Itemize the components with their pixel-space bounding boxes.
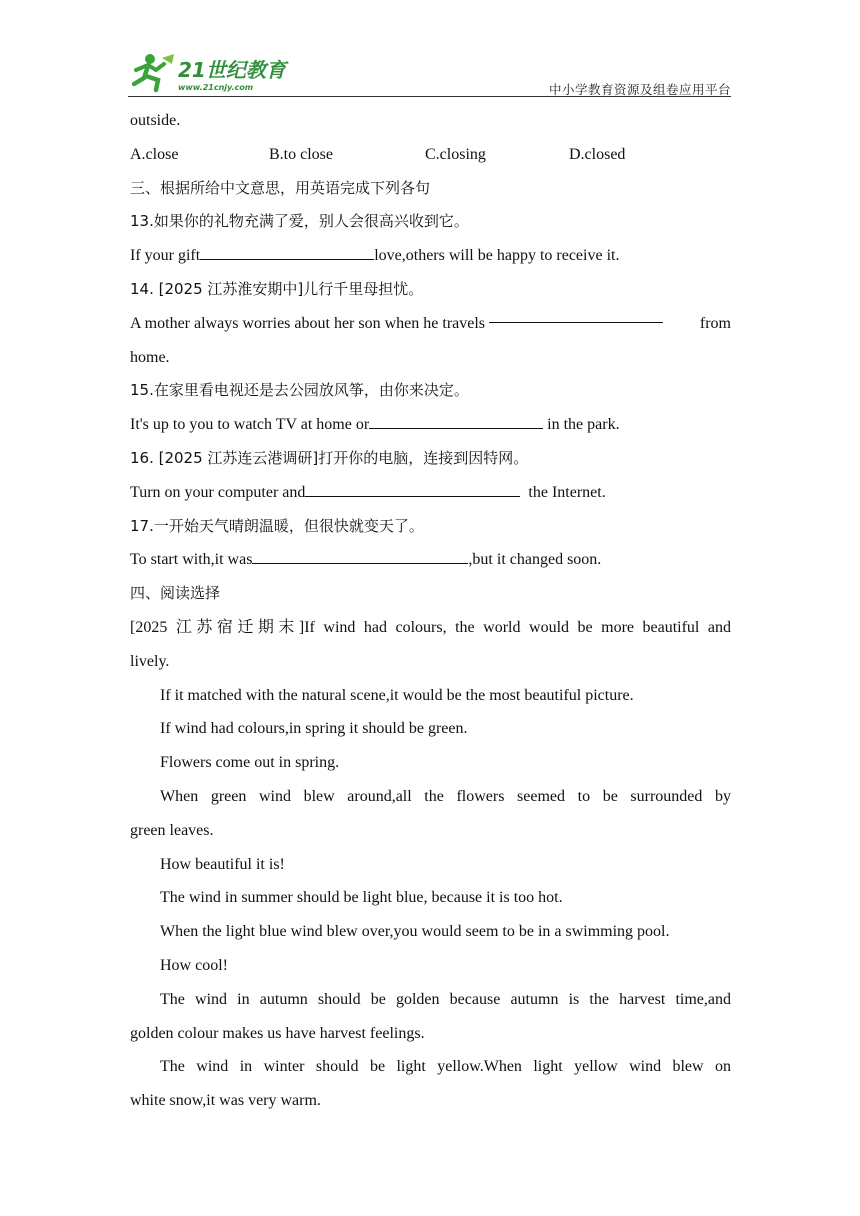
section-3-title: 三、根据所给中文意思，用英语完成下列各句 [130,178,431,197]
reading-paragraph: The wind in summer should be light blue, because it is too hot. [160,889,563,907]
page-header [128,44,731,98]
question-12-options [130,138,731,172]
question-16-english: Turn on your computer and the Internet. [130,476,731,510]
logo-21cnjy [128,50,298,94]
reading-paragraph: The wind in winter should be light yellow.When light yellow wind blew on [160,1058,731,1076]
option-c: C.closing [425,145,486,163]
answer-blank-17[interactable] [252,548,468,564]
answer-blank-16[interactable] [305,481,520,497]
option-d: D.closed [569,145,626,163]
answer-blank-13[interactable] [200,244,374,260]
platform-name: 中小学教育资源及组卷应用平台 [548,82,731,97]
reading-paragraph: When the light blue wind blew over,you would seem to be in a swimming pool. [160,923,670,941]
option-a: A.close [130,145,179,163]
reading-paragraph: The wind in autumn should be golden because autumn is the harvest time,and [160,990,731,1008]
svg-text:21世纪教育: 21世纪教育 [178,58,286,82]
question-14-chinese: 14. [2025 江苏淮安期中]儿行千里母担忧。 [130,279,424,298]
reading-paragraph: If it matched with the natural scene,it would be the most beautiful picture. [160,686,634,704]
question-17-english: To start with,it was ,but it changed soon. [130,543,731,577]
reading-intro-line-1: [2025 江苏宿迁期末]If wind had colours, the world would be more beautiful and [130,618,731,636]
reading-paragraph-cont: golden colour makes us have harvest feelings. [130,1024,425,1042]
reading-paragraph: How cool! [160,956,228,974]
section-4-title: 四、阅读选择 [130,584,221,603]
question-12-tail: outside. [130,112,181,129]
header-divider [128,96,731,97]
reading-paragraph: When green wind blew around,all the flowers seemed to be surrounded by [160,787,731,805]
reading-intro-line-2: lively. [130,652,170,670]
option-b: B.to close [269,145,333,163]
question-15-chinese: 15.在家里看电视还是去公园放风筝，由你来决定。 [130,381,469,400]
answer-blank-15[interactable] [369,413,543,429]
question-13-chinese: 13.如果你的礼物充满了爱，别人会很高兴收到它。 [130,212,469,231]
reading-paragraph: How beautiful it is! [160,855,285,873]
question-13-english: If your gift love,others will be happy to receive it. [130,239,731,273]
svg-text:www.21cnjy.com: www.21cnjy.com [178,83,254,92]
question-16-chinese: 16. [2025 江苏连云港调研]打开你的电脑，连接到因特网。 [130,448,529,467]
page-content [130,104,731,1118]
answer-blank-14[interactable] [489,307,663,323]
reading-paragraph: If wind had colours,in spring it should be green. [160,720,468,738]
question-14-english-cont: home. [130,348,170,366]
question-17-chinese: 17.一开始天气晴朗温暖，但很快就变天了。 [130,516,424,535]
question-14-english: A mother always worries about her son when he travels from [130,307,731,341]
reading-paragraph-cont: white snow,it was very warm. [130,1092,321,1110]
question-15-english: It's up to you to watch TV at home or in the park. [130,408,731,442]
reading-paragraph: Flowers come out in spring. [160,754,340,772]
reading-paragraph-cont: green leaves. [130,821,214,839]
